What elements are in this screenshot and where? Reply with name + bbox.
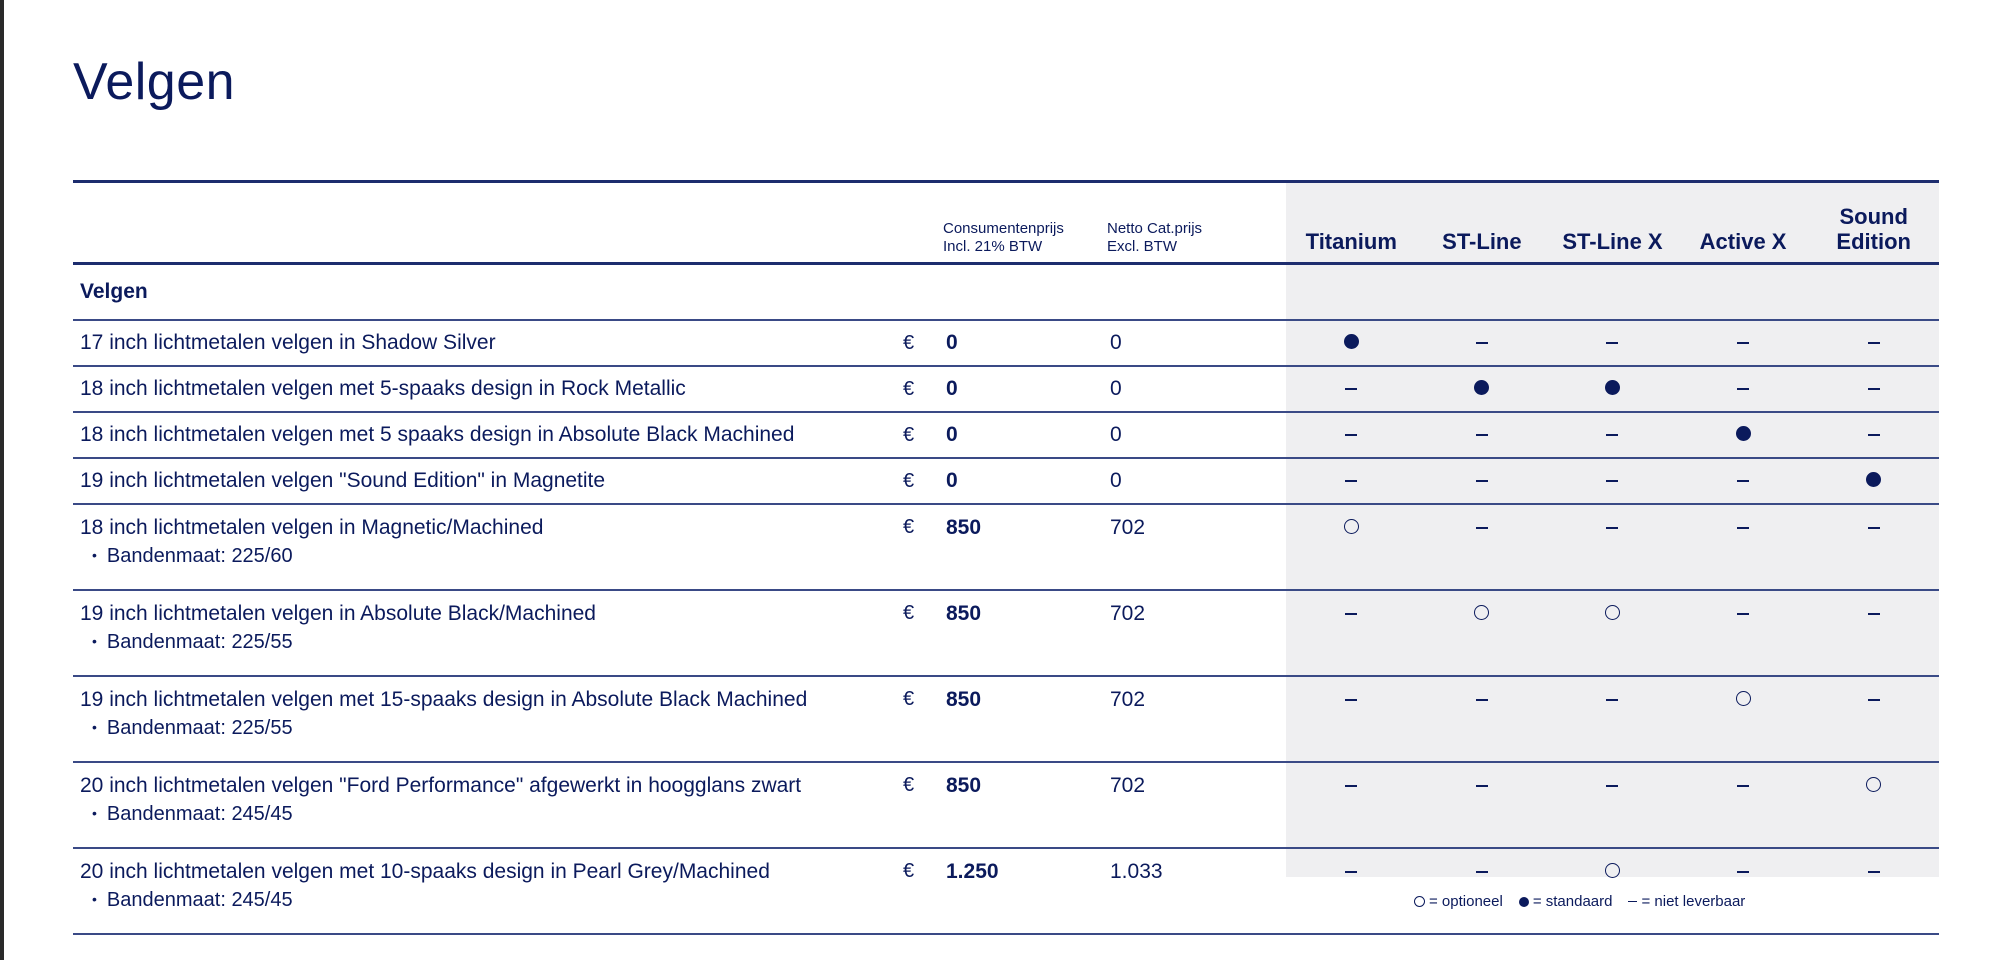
currency-symbol: €	[903, 366, 943, 412]
header-variant-sound-edition	[1808, 182, 1939, 264]
net-price: 702	[1107, 590, 1286, 676]
rim-description: 19 inch lichtmetalen velgen met 15-spaaks design in Absolute Black Machined	[80, 688, 808, 711]
tyre-size-text: Bandenmaat: 225/55	[106, 717, 293, 739]
open-circle-icon	[1866, 777, 1881, 792]
dash-icon	[1345, 388, 1357, 390]
dash-icon	[1476, 527, 1488, 529]
table-row	[73, 320, 1939, 366]
availability-titanium	[1286, 412, 1417, 458]
dash-icon	[1476, 480, 1488, 482]
page-left-border	[0, 0, 4, 960]
bullet-icon: •	[92, 805, 97, 821]
rim-description-cell	[73, 762, 903, 848]
dash-icon	[1345, 871, 1357, 873]
section-label: Velgen	[80, 280, 148, 303]
tyre-size-note	[80, 717, 903, 740]
rim-description: 18 inch lichtmetalen velgen in Magnetic/Machined	[80, 516, 544, 539]
currency-symbol: €	[903, 848, 943, 934]
legend-not-available	[1628, 893, 1745, 910]
open-circle-icon	[1605, 605, 1620, 620]
dash-icon	[1737, 388, 1749, 390]
dash-icon	[1345, 480, 1357, 482]
availability-st-line-x	[1547, 590, 1678, 676]
dash-icon	[1868, 388, 1880, 390]
open-circle-icon	[1344, 519, 1359, 534]
rim-description-cell	[73, 458, 903, 504]
dash-icon	[1345, 699, 1357, 701]
dash-icon	[1345, 434, 1357, 436]
section-variant-cell	[1286, 264, 1939, 321]
availability-st-line	[1417, 504, 1548, 590]
dash-icon	[1476, 699, 1488, 701]
dash-icon	[1868, 699, 1880, 701]
dash-icon	[1606, 480, 1618, 482]
table-row	[73, 762, 1939, 848]
consumer-price: 0	[943, 320, 1107, 366]
tyre-size-text: Bandenmaat: 225/55	[106, 631, 293, 653]
table-row	[73, 366, 1939, 412]
consumer-price: 1.250	[943, 848, 1107, 934]
header-consumer-price	[943, 182, 1107, 264]
rim-description: 19 inch lichtmetalen velgen "Sound Edition" in Magnetite	[80, 469, 606, 492]
price-table-container	[73, 180, 1939, 935]
availability-active-x	[1678, 504, 1809, 590]
section-cell	[73, 264, 1286, 321]
dash-icon	[1628, 901, 1637, 903]
dash-icon	[1868, 434, 1880, 436]
availability-active-x	[1678, 590, 1809, 676]
availability-sound-edition	[1808, 590, 1939, 676]
dash-icon	[1737, 785, 1749, 787]
net-price: 0	[1107, 320, 1286, 366]
availability-st-line-x	[1547, 848, 1678, 934]
header-variant-label: Active X	[1699, 229, 1787, 254]
availability-st-line	[1417, 590, 1548, 676]
legend-standard	[1519, 893, 1613, 910]
rim-description-cell	[73, 590, 903, 676]
dash-icon	[1476, 785, 1488, 787]
table-row	[73, 458, 1939, 504]
availability-sound-edition	[1808, 366, 1939, 412]
section-row	[73, 264, 1939, 321]
bullet-icon: •	[92, 633, 97, 649]
availability-st-line	[1417, 366, 1548, 412]
header-variant-label: ST-Line X	[1562, 229, 1663, 254]
tyre-size-note	[80, 889, 903, 912]
availability-titanium	[1286, 762, 1417, 848]
availability-titanium	[1286, 676, 1417, 762]
table-row	[73, 504, 1939, 590]
header-consumer-price-line-1: Consumentenprijs	[943, 220, 1064, 237]
currency-symbol: €	[903, 504, 943, 590]
availability-titanium	[1286, 366, 1417, 412]
rim-description: 19 inch lichtmetalen velgen in Absolute Black/Machined	[80, 602, 596, 625]
rim-description-cell	[73, 412, 903, 458]
table-row	[73, 676, 1939, 762]
rims-price-table	[73, 180, 1939, 935]
open-circle-icon	[1736, 691, 1751, 706]
page-title: Velgen	[73, 53, 236, 111]
dash-icon	[1345, 613, 1357, 615]
dash-icon	[1606, 785, 1618, 787]
dash-icon	[1868, 871, 1880, 873]
availability-st-line	[1417, 848, 1548, 934]
legend-standard-label: = standaard	[1532, 893, 1613, 910]
dash-icon	[1476, 434, 1488, 436]
legend-optional-label: = optioneel	[1429, 893, 1503, 910]
availability-active-x	[1678, 848, 1809, 934]
net-price: 702	[1107, 762, 1286, 848]
availability-st-line-x	[1547, 320, 1678, 366]
tyre-size-note	[80, 545, 903, 568]
currency-symbol: €	[903, 676, 943, 762]
availability-active-x	[1678, 762, 1809, 848]
availability-legend	[1414, 893, 1745, 910]
filled-circle-icon	[1866, 472, 1881, 487]
table-row	[73, 590, 1939, 676]
availability-sound-edition	[1808, 676, 1939, 762]
availability-titanium	[1286, 458, 1417, 504]
filled-circle-icon	[1605, 380, 1620, 395]
net-price: 702	[1107, 676, 1286, 762]
header-currency	[903, 182, 943, 264]
availability-active-x	[1678, 676, 1809, 762]
header-variant-label: ST-Line	[1442, 229, 1522, 254]
availability-sound-edition	[1808, 412, 1939, 458]
availability-active-x	[1678, 458, 1809, 504]
dash-icon	[1737, 871, 1749, 873]
currency-symbol: €	[903, 458, 943, 504]
dash-icon	[1868, 342, 1880, 344]
bullet-icon: •	[92, 891, 97, 907]
open-circle-icon	[1414, 896, 1425, 907]
availability-st-line-x	[1547, 504, 1678, 590]
table-row	[73, 412, 1939, 458]
availability-st-line	[1417, 676, 1548, 762]
currency-symbol: €	[903, 590, 943, 676]
dash-icon	[1868, 613, 1880, 615]
consumer-price: 0	[943, 366, 1107, 412]
dash-icon	[1606, 527, 1618, 529]
legend-optional	[1414, 893, 1503, 910]
rim-description: 18 inch lichtmetalen velgen met 5-spaaks design in Rock Metallic	[80, 377, 686, 400]
table-row	[73, 848, 1939, 934]
dash-icon	[1737, 342, 1749, 344]
bullet-icon: •	[92, 719, 97, 735]
availability-sound-edition	[1808, 458, 1939, 504]
net-price: 702	[1107, 504, 1286, 590]
availability-st-line-x	[1547, 412, 1678, 458]
rim-description-cell	[73, 676, 903, 762]
dash-icon	[1868, 527, 1880, 529]
availability-active-x	[1678, 366, 1809, 412]
tyre-size-note	[80, 803, 903, 826]
availability-sound-edition	[1808, 504, 1939, 590]
availability-titanium	[1286, 320, 1417, 366]
availability-sound-edition	[1808, 320, 1939, 366]
availability-active-x	[1678, 412, 1809, 458]
availability-titanium	[1286, 590, 1417, 676]
filled-circle-icon	[1736, 426, 1751, 441]
dash-icon	[1737, 527, 1749, 529]
availability-st-line	[1417, 458, 1548, 504]
filled-circle-icon	[1344, 334, 1359, 349]
table-header-row	[73, 182, 1939, 264]
header-variant-active-x	[1678, 182, 1809, 264]
header-net-price-line-2: Excl. BTW	[1107, 238, 1177, 255]
rim-description-cell	[73, 504, 903, 590]
dash-icon	[1737, 613, 1749, 615]
availability-st-line-x	[1547, 458, 1678, 504]
filled-circle-icon	[1519, 897, 1529, 907]
availability-st-line	[1417, 762, 1548, 848]
currency-symbol: €	[903, 762, 943, 848]
header-variant-st-line	[1417, 182, 1548, 264]
net-price: 1.033	[1107, 848, 1286, 934]
availability-active-x	[1678, 320, 1809, 366]
tyre-size-note	[80, 631, 903, 654]
availability-titanium	[1286, 848, 1417, 934]
availability-st-line-x	[1547, 366, 1678, 412]
header-variant-titanium	[1286, 182, 1417, 264]
filled-circle-icon	[1474, 380, 1489, 395]
rim-description-cell	[73, 320, 903, 366]
currency-symbol: €	[903, 320, 943, 366]
net-price: 0	[1107, 458, 1286, 504]
open-circle-icon	[1474, 605, 1489, 620]
dash-icon	[1606, 434, 1618, 436]
rim-description: 20 inch lichtmetalen velgen "Ford Performance" afgewerkt in hoogglans zwart	[80, 774, 802, 797]
consumer-price: 850	[943, 762, 1107, 848]
rim-description-cell	[73, 848, 903, 934]
header-net-price-line-1: Netto Cat.prijs	[1107, 220, 1203, 237]
net-price: 0	[1107, 412, 1286, 458]
header-net-price	[1107, 182, 1286, 264]
dash-icon	[1606, 342, 1618, 344]
consumer-price: 850	[943, 676, 1107, 762]
header-variant-label-line-1: Sound	[1839, 204, 1908, 229]
open-circle-icon	[1605, 863, 1620, 878]
availability-sound-edition	[1808, 848, 1939, 934]
dash-icon	[1476, 871, 1488, 873]
dash-icon	[1476, 342, 1488, 344]
net-price: 0	[1107, 366, 1286, 412]
bullet-icon: •	[92, 547, 97, 563]
rim-description: 18 inch lichtmetalen velgen met 5 spaaks design in Absolute Black Machined	[80, 423, 795, 446]
consumer-price: 0	[943, 458, 1107, 504]
consumer-price: 0	[943, 412, 1107, 458]
dash-icon	[1345, 785, 1357, 787]
tyre-size-text: Bandenmaat: 245/45	[106, 803, 293, 825]
dash-icon	[1606, 699, 1618, 701]
tyre-size-text: Bandenmaat: 245/45	[106, 889, 293, 911]
tyre-size-text: Bandenmaat: 225/60	[106, 545, 293, 567]
availability-st-line-x	[1547, 676, 1678, 762]
availability-st-line-x	[1547, 762, 1678, 848]
availability-st-line	[1417, 320, 1548, 366]
consumer-price: 850	[943, 590, 1107, 676]
availability-titanium	[1286, 504, 1417, 590]
rim-description: 17 inch lichtmetalen velgen in Shadow Silver	[80, 331, 496, 354]
header-variant-label-line-2: Edition	[1836, 229, 1911, 254]
header-variant-st-line-x	[1547, 182, 1678, 264]
header-variant-label: Titanium	[1305, 229, 1397, 254]
rim-description: 20 inch lichtmetalen velgen met 10-spaaks design in Pearl Grey/Machined	[80, 860, 770, 883]
rim-description-cell	[73, 366, 903, 412]
availability-st-line	[1417, 412, 1548, 458]
currency-symbol: €	[903, 412, 943, 458]
consumer-price: 850	[943, 504, 1107, 590]
dash-icon	[1737, 480, 1749, 482]
availability-sound-edition	[1808, 762, 1939, 848]
header-description	[73, 182, 903, 264]
legend-not-available-label: = niet leverbaar	[1641, 893, 1746, 910]
header-consumer-price-line-2: Incl. 21% BTW	[943, 238, 1043, 255]
